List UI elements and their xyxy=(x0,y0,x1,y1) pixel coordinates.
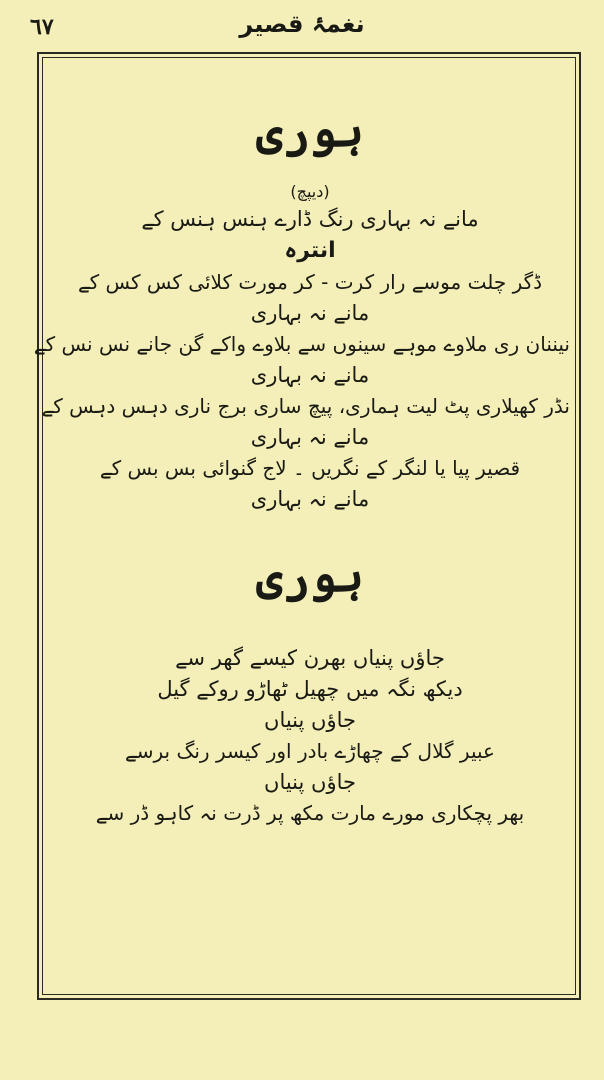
song-1-sthayi: مانے نہ بہاری رنگ ڈارے ہنس ہنس کے xyxy=(141,207,479,231)
song-1-antra-label: انترہ xyxy=(284,238,336,263)
song-2-refrain: جاؤں پنیاں xyxy=(264,708,356,732)
song-2 xyxy=(50,545,570,829)
song-1-refrain: مانے نہ بہاری xyxy=(250,301,370,325)
song-1-line: ڈگر چلت موسے رار کرت - کر مورت کلائی کس کس کے xyxy=(77,270,543,294)
page-header xyxy=(0,8,604,42)
song-1-raag: (دیپچ) xyxy=(290,182,330,201)
song-1-line: قصیر پیا یا لنگر کے نگریں ۔ لاج گنوائی بس بس کے xyxy=(99,456,521,480)
song-2-line: دیکھ نگہ میں چھیل ٹھاڑو روکے گیل xyxy=(157,677,463,701)
song-1-title: ہوری xyxy=(256,103,364,157)
song-1-line: نڈر کھیلاری پٹ لیت ہماری، پیچ ساری برج ناری دہس دہس کے xyxy=(41,394,570,418)
song-2-title: ہوری xyxy=(256,548,364,602)
song-1-refrain: مانے نہ بہاری xyxy=(250,487,370,511)
song-1-line: نیننان ری ملاوے موہے سینوں سے بلاوے واکے گن جانے نس نس کے xyxy=(33,332,570,356)
song-1-refrain: مانے نہ بہاری xyxy=(250,363,370,387)
song-2-line: بھر پچکاری مورے مارت مکھ پر ڈرت نہ کاہو ڈر سے xyxy=(95,801,525,825)
song-2-line: عبیر گلال کے چھاڑے بادر اور کیسر رنگ برسے xyxy=(125,739,495,763)
spacer xyxy=(50,605,570,643)
song-2-line: جاؤں پنیاں بھرن کیسے گھر سے xyxy=(175,646,445,670)
poem-content xyxy=(33,100,570,829)
running-title: نغمۂ قصیر xyxy=(239,10,365,38)
song-2-refrain: جاؤں پنیاں xyxy=(264,770,356,794)
page-number: ٦٧ xyxy=(30,14,54,40)
song-1-refrain: مانے نہ بہاری xyxy=(250,425,370,449)
